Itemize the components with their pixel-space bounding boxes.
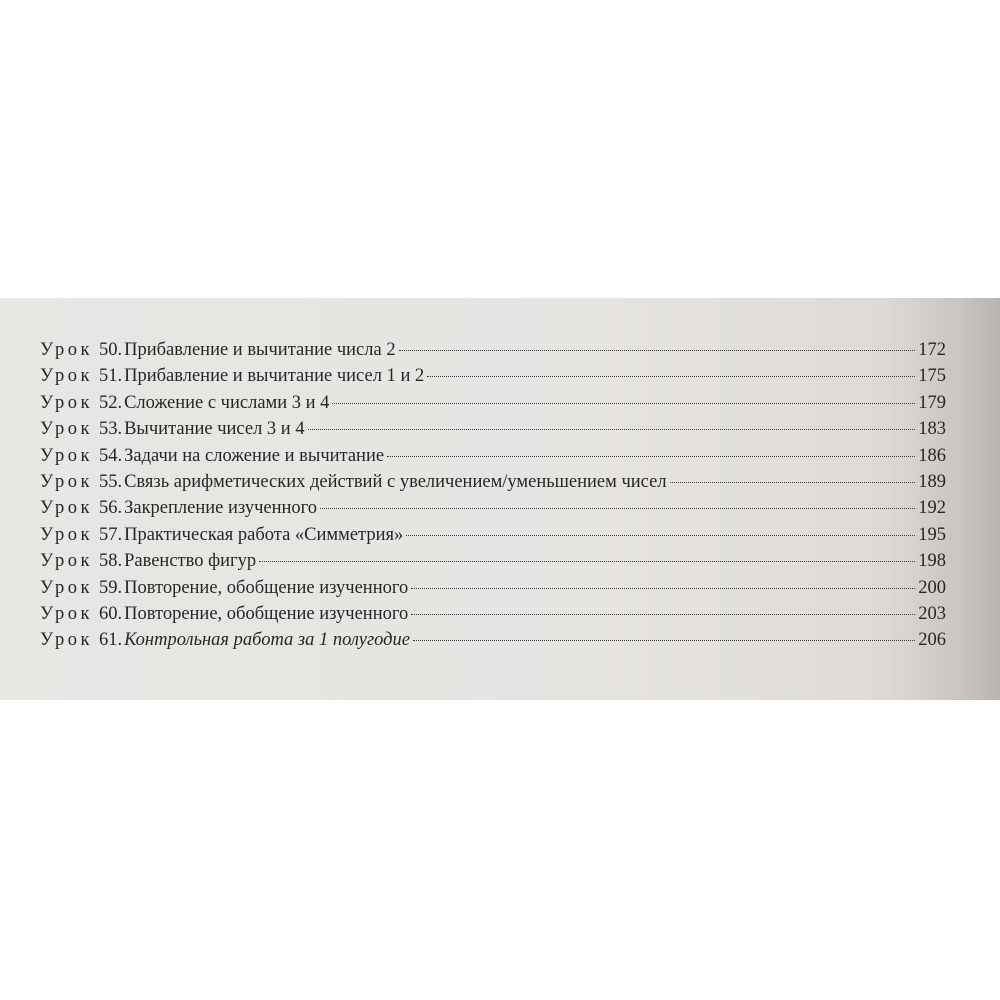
lesson-number: 52. (98, 392, 123, 413)
lesson-word: Урок (40, 419, 93, 440)
page-number: 189 (918, 471, 946, 492)
toc-entry (40, 630, 946, 656)
lesson-title: Сложение с числами 3 и 4 (124, 392, 330, 413)
lesson-number: 54. (98, 445, 123, 466)
lesson-word: Урок (40, 603, 93, 624)
lesson-word: Урок (40, 551, 93, 572)
page-number: 203 (918, 603, 946, 624)
lesson-number: 57. (98, 524, 123, 545)
lesson-title: Практическая работа «Симметрия» (124, 524, 404, 545)
lesson-title: Связь арифметических действий с увеличением/уменьшением чисел (124, 471, 667, 492)
lesson-title: Вычитание чисел 3 и 4 (124, 419, 305, 440)
dot-leader (411, 614, 915, 615)
dot-leader (399, 350, 916, 351)
dot-leader (332, 403, 915, 404)
dot-leader (670, 482, 916, 483)
toc-entry (40, 446, 946, 472)
toc-entry (40, 578, 946, 604)
book-page (0, 298, 1000, 700)
lesson-word: Урок (40, 524, 93, 545)
lesson-number: 53. (98, 419, 123, 440)
page-number: 175 (918, 366, 946, 387)
table-of-contents (40, 340, 946, 657)
toc-entry (40, 604, 946, 630)
dot-leader (308, 429, 916, 430)
dot-leader (320, 508, 915, 509)
toc-entry (40, 551, 946, 577)
lesson-title: Равенство фигур (124, 551, 257, 572)
lesson-title: Прибавление и вычитание числа 2 (124, 340, 396, 360)
dot-leader (387, 456, 915, 457)
lesson-number: 55. (98, 471, 123, 492)
lesson-word: Урок (40, 392, 93, 413)
lesson-title: Закрепление изученного (124, 498, 318, 519)
toc-entry (40, 498, 946, 524)
lesson-number: 58. (98, 551, 123, 572)
lesson-word: Урок (40, 445, 93, 466)
lesson-number: 51. (98, 366, 123, 387)
lesson-number: 61. (98, 630, 123, 651)
lesson-title: Повторение, обобщение изученного (124, 577, 409, 598)
dot-leader (406, 535, 915, 536)
lesson-number: 60. (98, 603, 123, 624)
lesson-number: 50. (98, 340, 123, 360)
page-number: 179 (918, 392, 946, 413)
toc-entry (40, 340, 946, 366)
page-number: 198 (918, 551, 946, 572)
toc-entry (40, 393, 946, 419)
lesson-number: 56. (98, 498, 123, 519)
lesson-number: 59. (98, 577, 123, 598)
lesson-word: Урок (40, 340, 93, 360)
lesson-title: Задачи на сложение и вычитание (124, 445, 385, 466)
lesson-word: Урок (40, 366, 93, 387)
lesson-word: Урок (40, 498, 93, 519)
lesson-title: Прибавление и вычитание чисел 1 и 2 (124, 366, 425, 387)
page-number: 206 (918, 630, 946, 651)
dot-leader (411, 588, 915, 589)
dot-leader (427, 376, 915, 377)
page-number: 192 (918, 498, 946, 519)
page-number: 186 (918, 445, 946, 466)
dot-leader (413, 640, 915, 641)
toc-entry (40, 419, 946, 445)
page-number: 183 (918, 419, 946, 440)
toc-entry (40, 472, 946, 498)
lesson-word: Урок (40, 630, 93, 651)
toc-entry (40, 366, 946, 392)
toc-entry (40, 525, 946, 551)
lesson-title: Контрольная работа за 1 полугодие (124, 630, 410, 651)
lesson-title: Повторение, обобщение изученного (124, 603, 409, 624)
page-number: 200 (918, 577, 946, 598)
dot-leader (259, 561, 915, 562)
page-number: 195 (918, 524, 946, 545)
page-number: 172 (918, 340, 946, 360)
lesson-word: Урок (40, 577, 93, 598)
lesson-word: Урок (40, 471, 93, 492)
